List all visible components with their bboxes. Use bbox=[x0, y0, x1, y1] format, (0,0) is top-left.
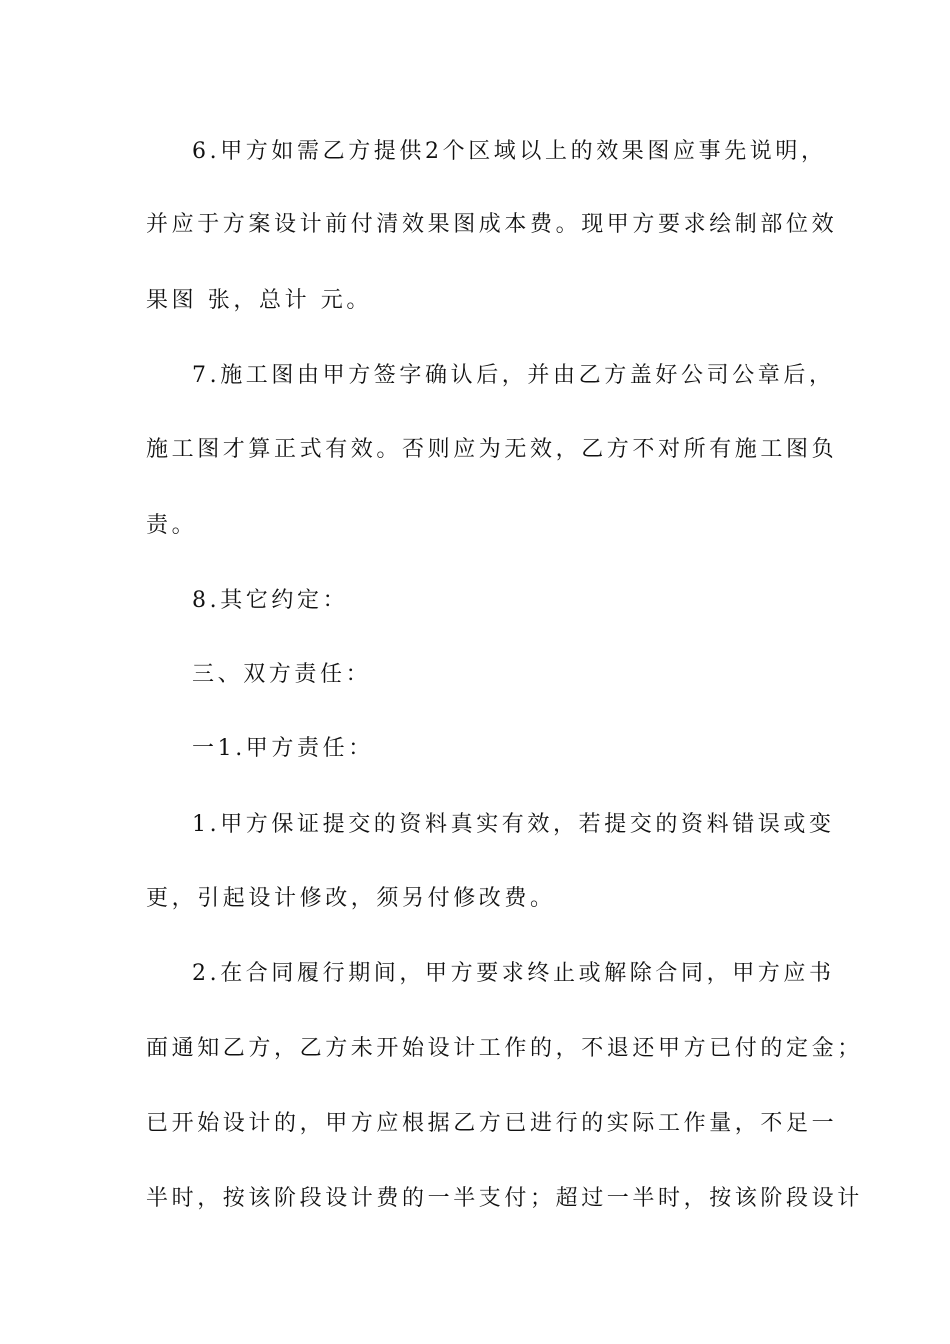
item-2-line-3: 已开始设计的，甲方应根据乙方已进行的实际工作量，不足一 bbox=[146, 1111, 838, 1136]
paragraph-7-line-2: 施工图才算正式有效。否则应为无效，乙方不对所有施工图负 bbox=[146, 437, 838, 462]
paragraph-6-line-1: 6.甲方如需乙方提供2个区域以上的效果图应事先说明， bbox=[192, 139, 827, 164]
paragraph-7-line-1: 7.施工图由甲方签字确认后，并由乙方盖好公司公章后， bbox=[192, 363, 835, 388]
subsection-party-a-heading: 一1.甲方责任： bbox=[192, 736, 374, 761]
paragraph-6-line-2: 并应于方案设计前付清效果图成本费。现甲方要求绘制部位效 bbox=[146, 212, 838, 237]
paragraph-8: 8.其它约定： bbox=[192, 588, 349, 613]
item-2-line-4: 半时，按该阶段设计费的一半支付；超过一半时，按该阶段设计 bbox=[146, 1186, 863, 1211]
paragraph-6-line-3: 果图 张，总计 元。 bbox=[146, 288, 372, 313]
section-3-heading: 三、双方责任： bbox=[192, 662, 372, 687]
item-2-line-1: 2.在合同履行期间，甲方要求终止或解除合同，甲方应书 bbox=[192, 961, 835, 986]
item-1-line-1: 1.甲方保证提交的资料真实有效，若提交的资料错误或变 bbox=[192, 812, 835, 837]
paragraph-7-line-3: 责。 bbox=[146, 513, 198, 538]
item-1-line-2: 更，引起设计修改，须另付修改费。 bbox=[146, 886, 556, 911]
item-2-line-2: 面通知乙方，乙方未开始设计工作的，不退还甲方已付的定金； bbox=[146, 1036, 863, 1061]
